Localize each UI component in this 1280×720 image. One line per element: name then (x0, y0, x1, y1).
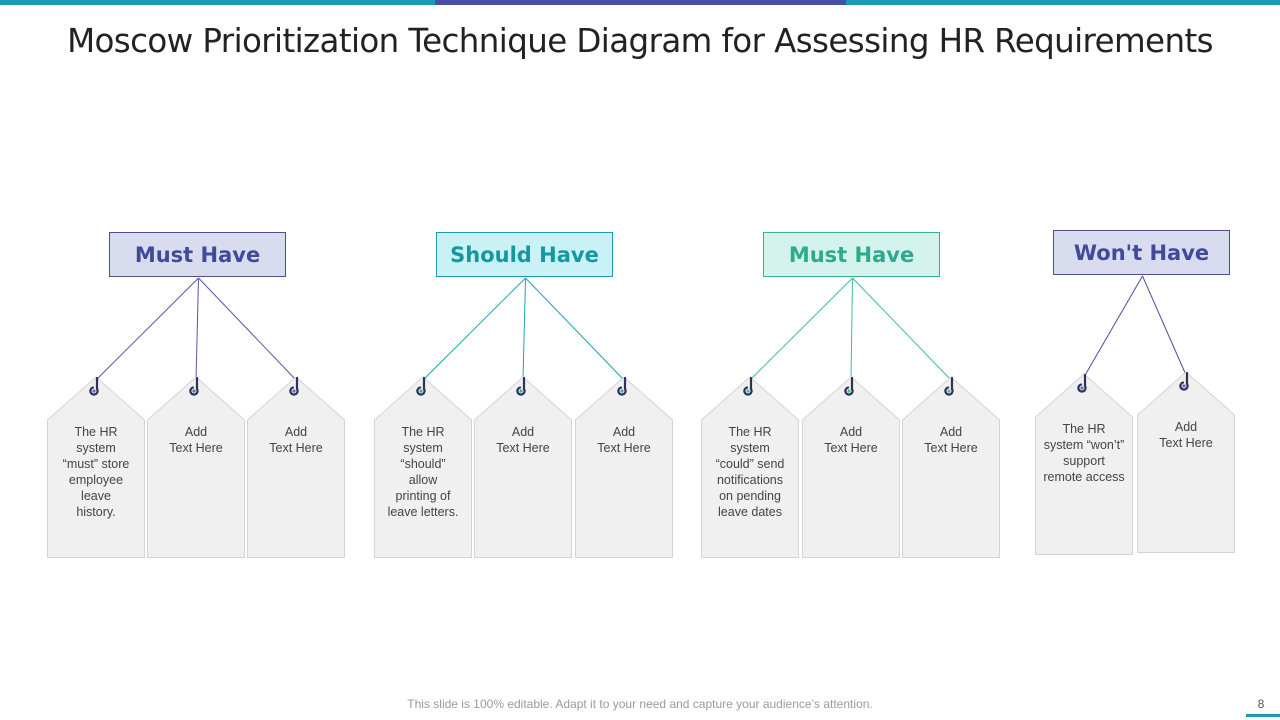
hook-icon (617, 376, 631, 400)
tag-text (478, 424, 568, 456)
tag-text-line: system (76, 441, 116, 455)
tag-text-line: Text Here (597, 441, 651, 455)
tag-text-line: notifications (716, 473, 783, 487)
tag-shape (247, 376, 345, 558)
tag-shape (474, 376, 572, 558)
connector-line (851, 278, 853, 380)
tag-text (251, 424, 341, 456)
category-heading: Should Have (436, 232, 613, 277)
tag-text-line: Add (284, 425, 308, 439)
tag-text-line: leave letters. (387, 505, 459, 519)
tag-text-line: Add (511, 425, 535, 439)
tag-text (51, 424, 141, 520)
tag-shape (575, 376, 673, 558)
tag-text-line: Add (184, 425, 208, 439)
tag-text-line: Text Here (1159, 436, 1213, 450)
tag-text-line: “must” store (62, 457, 130, 471)
tag-text-line: “should” (400, 457, 446, 471)
tag-text-line: system “won’t” (1043, 438, 1125, 452)
tag-text (806, 424, 896, 456)
hook-icon (189, 376, 203, 400)
connector-line (196, 278, 199, 380)
tag-text-line: printing of (395, 489, 451, 503)
tag-text-line: Text Here (169, 441, 223, 455)
hook-icon (416, 376, 430, 400)
page-number-underline (1246, 714, 1280, 717)
hanging-tag (247, 376, 345, 558)
hanging-tag (474, 376, 572, 558)
tag-shape (902, 376, 1000, 558)
tag-text-line: allow (408, 473, 438, 487)
tag-shape (1137, 371, 1235, 553)
connector-line (523, 278, 526, 380)
tag-shape (147, 376, 245, 558)
tag-text-line: Text Here (496, 441, 550, 455)
tag-text-line: Text Here (269, 441, 323, 455)
hanging-tag (1035, 373, 1133, 555)
hook-icon (516, 376, 530, 400)
hanging-tag (47, 376, 145, 558)
tag-text (1141, 419, 1231, 451)
hook-icon (944, 376, 958, 400)
connector-line (199, 278, 297, 380)
tag-text (1039, 421, 1129, 485)
tag-text-line: The HR (728, 425, 772, 439)
tag-text (705, 424, 795, 520)
tag-text-line: system (730, 441, 770, 455)
tag-text-line: leave (81, 489, 111, 503)
connector-line (1084, 276, 1143, 377)
tag-text (378, 424, 468, 520)
tag-text-line: “could” send (715, 457, 785, 471)
tag-text (151, 424, 241, 456)
hook-icon (743, 376, 757, 400)
footer-note: This slide is 100% editable. Adapt it to your need and capture your audience’s attention. (407, 697, 873, 711)
tag-text (579, 424, 669, 456)
connector-line (526, 278, 625, 380)
tag-text-line: The HR (401, 425, 445, 439)
hook-icon (1179, 371, 1193, 395)
tag-shape (802, 376, 900, 558)
tag-text-line: Add (612, 425, 636, 439)
tag-text (906, 424, 996, 456)
connector-line (1143, 276, 1187, 375)
hanging-tag (374, 376, 472, 558)
hanging-tag (575, 376, 673, 558)
connector-line (853, 278, 952, 380)
connector-line (750, 278, 853, 380)
tag-text-line: The HR (74, 425, 118, 439)
hook-icon (89, 376, 103, 400)
tag-text-line: support (1063, 454, 1105, 468)
category-heading: Must Have (109, 232, 286, 277)
hanging-tag (802, 376, 900, 558)
tag-text-line: Add (1174, 420, 1198, 434)
hanging-tag (1137, 371, 1235, 553)
connector-line (423, 278, 526, 380)
tag-text-line: Text Here (924, 441, 978, 455)
hanging-tag (147, 376, 245, 558)
tag-text-line: on pending (719, 489, 781, 503)
tag-text-line: The HR (1062, 422, 1106, 436)
tag-text-line: Add (939, 425, 963, 439)
hanging-tag (701, 376, 799, 558)
hook-icon (289, 376, 303, 400)
hanging-tag (902, 376, 1000, 558)
category-heading: Won't Have (1053, 230, 1230, 275)
tag-text-line: system (403, 441, 443, 455)
hook-icon (1077, 373, 1091, 397)
tag-text-line: Text Here (824, 441, 878, 455)
tag-text-line: remote access (1043, 470, 1125, 484)
tag-text-line: Add (839, 425, 863, 439)
tag-text-line: leave dates (718, 505, 782, 519)
category-heading: Must Have (763, 232, 940, 277)
slide-title: Moscow Prioritization Technique Diagram for Assessing HR Requirements (67, 22, 1213, 60)
tag-text-line: history. (76, 505, 116, 519)
connector-line (96, 278, 199, 380)
hook-icon (844, 376, 858, 400)
tag-text-line: employee (68, 473, 124, 487)
page-number: 8 (1257, 697, 1265, 711)
